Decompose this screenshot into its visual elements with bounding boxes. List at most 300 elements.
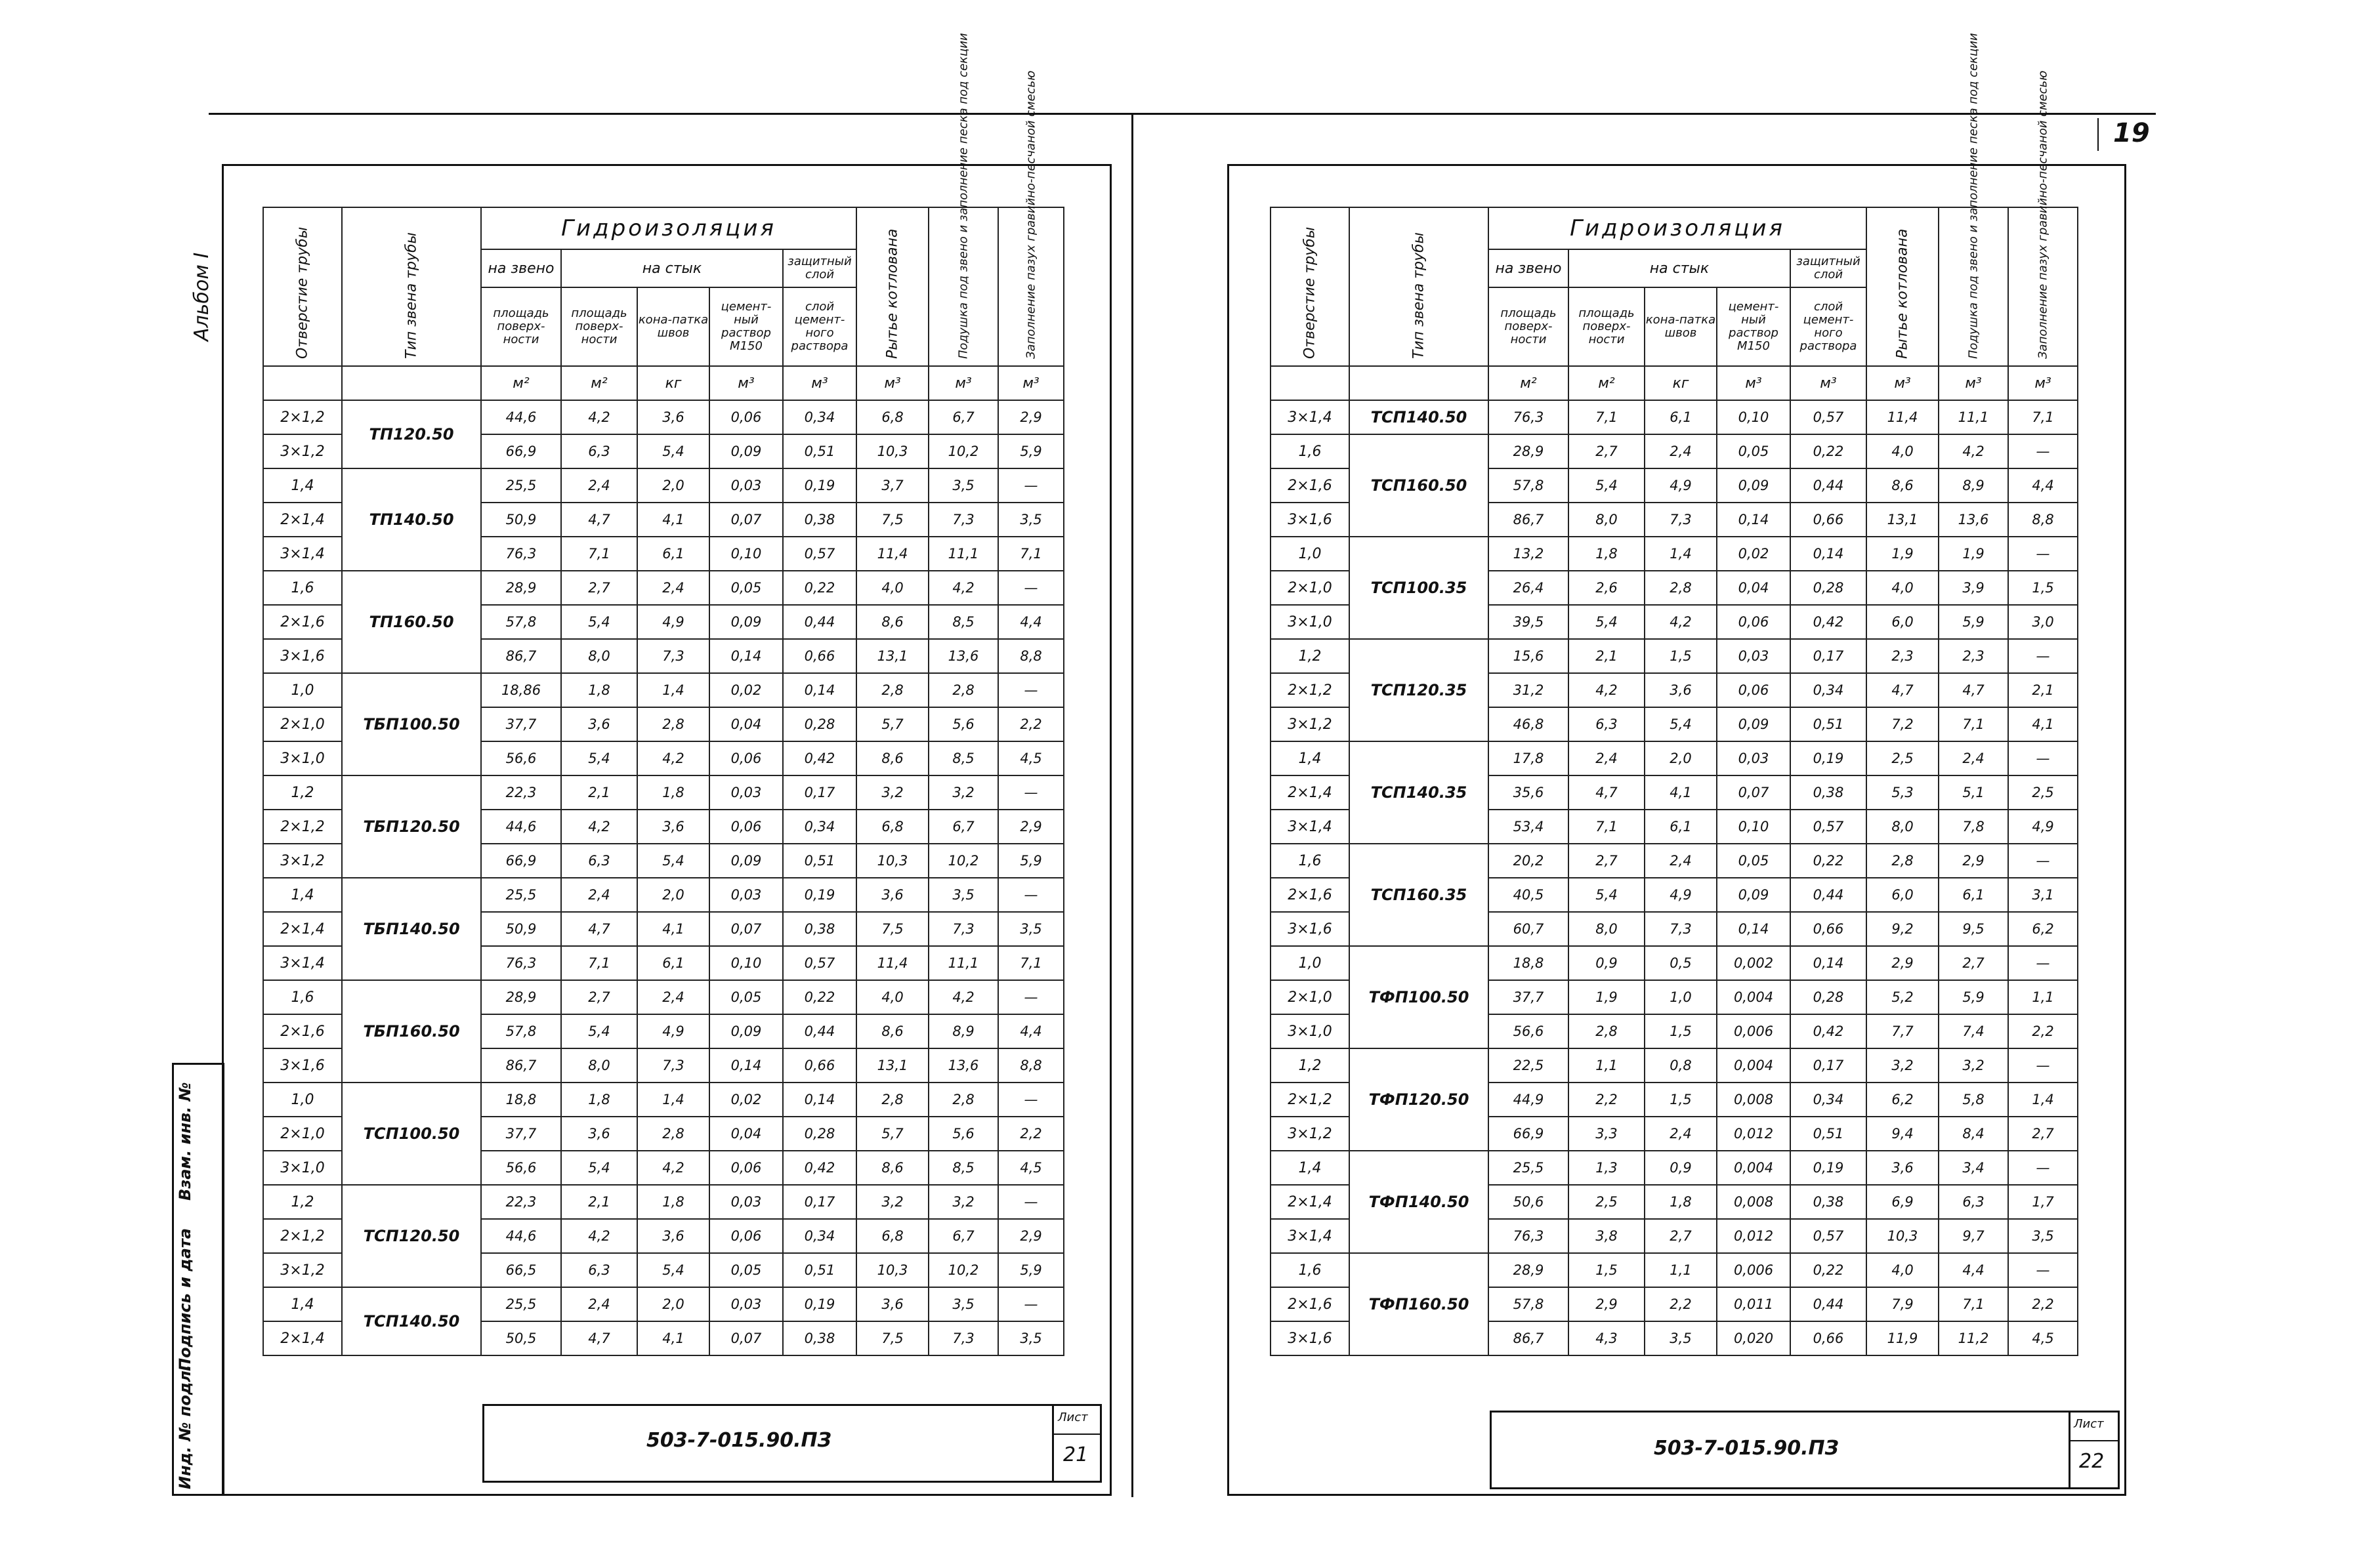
opening-cell: 3×1,6 bbox=[263, 1048, 342, 1083]
value-cell: 0,06 bbox=[1717, 673, 1790, 707]
table-row bbox=[263, 878, 1064, 912]
right-sheet-label: Лист bbox=[2074, 1417, 2104, 1431]
value-cell: 8,8 bbox=[2008, 503, 2078, 537]
opening-cell: 1,6 bbox=[1271, 844, 1349, 878]
value-cell: 8,8 bbox=[998, 1048, 1064, 1083]
value-cell: 4,2 bbox=[1568, 673, 1645, 707]
value-cell: 0,66 bbox=[783, 1048, 856, 1083]
value-cell: 4,2 bbox=[929, 980, 998, 1014]
header-joint: на стык bbox=[561, 249, 783, 287]
value-cell: 0,07 bbox=[709, 912, 783, 946]
value-cell: 0,19 bbox=[1790, 741, 1866, 775]
value-cell: 6,0 bbox=[1866, 878, 1939, 912]
value-cell: 2,3 bbox=[1866, 639, 1939, 673]
value-cell: 0,57 bbox=[783, 537, 856, 571]
value-cell: 8,6 bbox=[856, 741, 929, 775]
opening-cell: 2×1,6 bbox=[263, 605, 342, 639]
opening-cell: 3×1,6 bbox=[263, 639, 342, 673]
value-cell: 6,7 bbox=[929, 1219, 998, 1253]
value-cell: 0,22 bbox=[1790, 1253, 1866, 1287]
value-cell: 7,2 bbox=[1866, 707, 1939, 741]
value-cell: 6,7 bbox=[929, 400, 998, 434]
value-cell: 3,5 bbox=[998, 1321, 1064, 1355]
value-cell: 0,14 bbox=[783, 1083, 856, 1117]
value-cell: 7,3 bbox=[929, 912, 998, 946]
value-cell: 4,0 bbox=[1866, 1253, 1939, 1287]
value-cell: 4,5 bbox=[998, 1151, 1064, 1185]
value-cell: 2,4 bbox=[1645, 844, 1717, 878]
value-cell: 2,1 bbox=[1568, 639, 1645, 673]
value-cell: 44,6 bbox=[481, 810, 561, 844]
link-type-cell: ТСП120.35 bbox=[1349, 639, 1488, 741]
value-cell: 8,0 bbox=[1568, 503, 1645, 537]
value-cell: 4,3 bbox=[1568, 1321, 1645, 1355]
header-area: площадь поверх-ности bbox=[1488, 287, 1568, 366]
header-protective: защитный слой bbox=[783, 249, 856, 287]
value-cell: 2,9 bbox=[1866, 946, 1939, 980]
value-cell: 15,6 bbox=[1488, 639, 1568, 673]
header-sand-bed: Подушка под звено и заполнение песка под секции bbox=[929, 207, 998, 366]
value-cell: 0,008 bbox=[1717, 1185, 1790, 1219]
opening-cell: 1,6 bbox=[263, 571, 342, 605]
value-cell: 4,0 bbox=[856, 980, 929, 1014]
right-sheet-number: 22 bbox=[2079, 1450, 2105, 1473]
header-fill: Заполнение пазух гравийно-песчаной смесью bbox=[2008, 207, 2078, 366]
value-cell: 56,6 bbox=[481, 1151, 561, 1185]
value-cell: 2,0 bbox=[637, 878, 709, 912]
value-cell: 3,2 bbox=[1866, 1048, 1939, 1083]
value-cell: 20,2 bbox=[1488, 844, 1568, 878]
unit-cell: м³ bbox=[783, 366, 856, 400]
link-type-cell: ТСП120.50 bbox=[342, 1185, 481, 1287]
value-cell: 5,4 bbox=[561, 741, 637, 775]
link-type-cell: ТФП100.50 bbox=[1349, 946, 1488, 1048]
opening-cell: 1,2 bbox=[1271, 639, 1349, 673]
value-cell: 40,5 bbox=[1488, 878, 1568, 912]
value-cell: 1,5 bbox=[1645, 639, 1717, 673]
unit-cell: м² bbox=[481, 366, 561, 400]
value-cell: 0,06 bbox=[709, 1151, 783, 1185]
table-row bbox=[263, 1083, 1064, 1117]
value-cell: 2,7 bbox=[1645, 1219, 1717, 1253]
table-row bbox=[1271, 844, 2078, 878]
value-cell: 2,2 bbox=[2008, 1287, 2078, 1321]
value-cell: 2,4 bbox=[637, 571, 709, 605]
value-cell: 3,8 bbox=[1568, 1219, 1645, 1253]
value-cell: 0,28 bbox=[783, 1117, 856, 1151]
value-cell: 0,02 bbox=[1717, 537, 1790, 571]
opening-cell: 3×1,6 bbox=[1271, 912, 1349, 946]
value-cell: 6,3 bbox=[1568, 707, 1645, 741]
value-cell: 0,19 bbox=[783, 878, 856, 912]
table-row bbox=[1271, 639, 2078, 673]
value-cell: 25,5 bbox=[481, 468, 561, 503]
value-cell: 7,1 bbox=[1568, 810, 1645, 844]
table-row bbox=[263, 1185, 1064, 1219]
value-cell: 7,5 bbox=[856, 1321, 929, 1355]
value-cell: 5,4 bbox=[637, 844, 709, 878]
value-cell: 4,2 bbox=[637, 741, 709, 775]
link-type-cell: ТП140.50 bbox=[342, 468, 481, 571]
value-cell: 2,7 bbox=[561, 571, 637, 605]
link-type-cell: ТБП100.50 bbox=[342, 673, 481, 775]
value-cell: 10,2 bbox=[929, 844, 998, 878]
value-cell: 0,09 bbox=[709, 434, 783, 468]
value-cell: 5,4 bbox=[637, 434, 709, 468]
opening-cell: 2×1,4 bbox=[1271, 1185, 1349, 1219]
header-waterproofing: Гидроизоляция bbox=[481, 207, 856, 249]
value-cell: 0,42 bbox=[783, 1151, 856, 1185]
value-cell: 86,7 bbox=[481, 1048, 561, 1083]
value-cell: 3,6 bbox=[856, 878, 929, 912]
header-on-link: на звено bbox=[1488, 249, 1568, 287]
value-cell: 5,4 bbox=[1645, 707, 1717, 741]
value-cell: 5,4 bbox=[1568, 605, 1645, 639]
link-type-cell: ТСП140.50 bbox=[1349, 400, 1488, 434]
value-cell: 0,011 bbox=[1717, 1287, 1790, 1321]
value-cell: 0,38 bbox=[1790, 775, 1866, 810]
value-cell: 3,0 bbox=[2008, 605, 2078, 639]
value-cell: 4,4 bbox=[998, 1014, 1064, 1048]
value-cell: 37,7 bbox=[1488, 980, 1568, 1014]
value-cell: 3,5 bbox=[929, 468, 998, 503]
value-cell: 0,42 bbox=[783, 741, 856, 775]
value-cell: 13,6 bbox=[929, 639, 998, 673]
value-cell: 0,05 bbox=[709, 571, 783, 605]
unit-cell: м³ bbox=[856, 366, 929, 400]
value-cell: 10,3 bbox=[1866, 1219, 1939, 1253]
opening-cell: 1,0 bbox=[263, 1083, 342, 1117]
value-cell: 0,05 bbox=[709, 1253, 783, 1287]
value-cell: — bbox=[2008, 946, 2078, 980]
value-cell: 86,7 bbox=[1488, 503, 1568, 537]
value-cell: 13,6 bbox=[1939, 503, 2008, 537]
unit-cell: м³ bbox=[709, 366, 783, 400]
value-cell: 10,3 bbox=[856, 1253, 929, 1287]
value-cell: 11,4 bbox=[1866, 400, 1939, 434]
opening-cell: 1,2 bbox=[263, 775, 342, 810]
value-cell: 3,6 bbox=[561, 1117, 637, 1151]
header-cement-layer: слой цемент-ного раствора bbox=[1790, 287, 1866, 366]
opening-cell: 2×1,6 bbox=[1271, 1287, 1349, 1321]
value-cell: 56,6 bbox=[1488, 1014, 1568, 1048]
opening-cell: 2×1,6 bbox=[1271, 468, 1349, 503]
value-cell: 76,3 bbox=[1488, 400, 1568, 434]
value-cell: 0,14 bbox=[709, 1048, 783, 1083]
value-cell: 7,3 bbox=[1645, 503, 1717, 537]
value-cell: 0,07 bbox=[1717, 775, 1790, 810]
value-cell: 0,04 bbox=[709, 707, 783, 741]
opening-cell: 2×1,6 bbox=[263, 1014, 342, 1048]
value-cell: 2,4 bbox=[561, 468, 637, 503]
value-cell: 0,42 bbox=[1790, 1014, 1866, 1048]
link-type-cell: ТП120.50 bbox=[342, 400, 481, 468]
value-cell: 6,2 bbox=[2008, 912, 2078, 946]
value-cell: 86,7 bbox=[481, 639, 561, 673]
value-cell: 50,6 bbox=[1488, 1185, 1568, 1219]
header-mortar: цемент-ный раствор М150 bbox=[1717, 287, 1790, 366]
value-cell: 66,9 bbox=[1488, 1117, 1568, 1151]
value-cell: 2,7 bbox=[1568, 434, 1645, 468]
value-cell: 2,4 bbox=[561, 1287, 637, 1321]
value-cell: 2,5 bbox=[1866, 741, 1939, 775]
value-cell: 7,3 bbox=[929, 1321, 998, 1355]
header-excavation: Рытье котлована bbox=[1866, 207, 1939, 366]
value-cell: 8,6 bbox=[1866, 468, 1939, 503]
opening-cell: 3×1,0 bbox=[1271, 1014, 1349, 1048]
opening-cell: 2×1,2 bbox=[1271, 673, 1349, 707]
opening-cell: 3×1,2 bbox=[1271, 1117, 1349, 1151]
value-cell: 57,8 bbox=[481, 1014, 561, 1048]
value-cell: 0,04 bbox=[1717, 571, 1790, 605]
value-cell: 3,5 bbox=[998, 503, 1064, 537]
left-table bbox=[263, 33, 1064, 1356]
value-cell: 0,09 bbox=[1717, 468, 1790, 503]
value-cell: 2,2 bbox=[998, 707, 1064, 741]
opening-cell: 1,4 bbox=[1271, 1151, 1349, 1185]
unit-cell: м² bbox=[561, 366, 637, 400]
value-cell: 56,6 bbox=[481, 741, 561, 775]
value-cell: 5,4 bbox=[1568, 468, 1645, 503]
value-cell: 1,4 bbox=[2008, 1083, 2078, 1117]
value-cell: 1,7 bbox=[2008, 1185, 2078, 1219]
value-cell: 3,6 bbox=[1866, 1151, 1939, 1185]
value-cell: 4,4 bbox=[998, 605, 1064, 639]
opening-cell: 3×1,4 bbox=[1271, 810, 1349, 844]
value-cell: 0,14 bbox=[1717, 503, 1790, 537]
table-row bbox=[263, 673, 1064, 707]
value-cell: 5,8 bbox=[1939, 1083, 2008, 1117]
value-cell: 0,51 bbox=[1790, 1117, 1866, 1151]
value-cell: 2,4 bbox=[1645, 434, 1717, 468]
value-cell: 0,006 bbox=[1717, 1253, 1790, 1287]
value-cell: 4,7 bbox=[561, 1321, 637, 1355]
link-type-cell: ТФП160.50 bbox=[1349, 1253, 1488, 1355]
value-cell: 4,0 bbox=[856, 571, 929, 605]
value-cell: 3,6 bbox=[561, 707, 637, 741]
value-cell: 0,10 bbox=[1717, 810, 1790, 844]
value-cell: — bbox=[998, 980, 1064, 1014]
value-cell: 6,1 bbox=[1939, 878, 2008, 912]
value-cell: 8,0 bbox=[1866, 810, 1939, 844]
value-cell: 0,004 bbox=[1717, 1151, 1790, 1185]
value-cell: 0,17 bbox=[1790, 639, 1866, 673]
table-row bbox=[263, 775, 1064, 810]
value-cell: 0,44 bbox=[783, 605, 856, 639]
value-cell: 0,03 bbox=[1717, 741, 1790, 775]
spine-line bbox=[1131, 113, 1133, 1497]
table-row bbox=[263, 980, 1064, 1014]
value-cell: 66,9 bbox=[481, 844, 561, 878]
opening-cell: 3×1,6 bbox=[1271, 503, 1349, 537]
value-cell: 7,3 bbox=[637, 639, 709, 673]
unit-cell: м² bbox=[1488, 366, 1568, 400]
value-cell: 5,7 bbox=[856, 1117, 929, 1151]
value-cell: 4,2 bbox=[637, 1151, 709, 1185]
value-cell: 35,6 bbox=[1488, 775, 1568, 810]
link-type-cell: ТБП160.50 bbox=[342, 980, 481, 1083]
side-label-replacement: Взам. инв. № bbox=[176, 1082, 194, 1201]
value-cell: 1,1 bbox=[1645, 1253, 1717, 1287]
value-cell: 18,8 bbox=[481, 1083, 561, 1117]
opening-cell: 3×1,4 bbox=[263, 946, 342, 980]
value-cell: 4,9 bbox=[1645, 878, 1717, 912]
value-cell: 0,9 bbox=[1645, 1151, 1717, 1185]
value-cell: 2,7 bbox=[1568, 844, 1645, 878]
value-cell: 2,8 bbox=[1866, 844, 1939, 878]
value-cell: 0,02 bbox=[709, 673, 783, 707]
value-cell: 0,66 bbox=[1790, 1321, 1866, 1355]
value-cell: 3,2 bbox=[1939, 1048, 2008, 1083]
link-type-cell: ТП160.50 bbox=[342, 571, 481, 673]
opening-cell: 2×1,2 bbox=[1271, 1083, 1349, 1117]
value-cell: 0,19 bbox=[1790, 1151, 1866, 1185]
value-cell: 7,1 bbox=[998, 946, 1064, 980]
value-cell: 4,7 bbox=[1866, 673, 1939, 707]
header-fill: Заполнение пазух гравийно-песчаной смесью bbox=[998, 207, 1064, 366]
value-cell: 76,3 bbox=[1488, 1219, 1568, 1253]
value-cell: 10,3 bbox=[856, 434, 929, 468]
value-cell: 37,7 bbox=[481, 1117, 561, 1151]
link-type-cell: ТСП100.35 bbox=[1349, 537, 1488, 639]
value-cell: 2,4 bbox=[637, 980, 709, 1014]
value-cell: 1,8 bbox=[561, 1083, 637, 1117]
value-cell: 25,5 bbox=[1488, 1151, 1568, 1185]
value-cell: 5,1 bbox=[1939, 775, 2008, 810]
value-cell: 0,09 bbox=[709, 605, 783, 639]
value-cell: 0,5 bbox=[1645, 946, 1717, 980]
value-cell: 0,28 bbox=[783, 707, 856, 741]
value-cell: 22,3 bbox=[481, 775, 561, 810]
value-cell: 0,06 bbox=[1717, 605, 1790, 639]
link-type-cell: ТСП140.50 bbox=[342, 1287, 481, 1355]
value-cell: 0,14 bbox=[1717, 912, 1790, 946]
value-cell: 57,8 bbox=[481, 605, 561, 639]
value-cell: 2,9 bbox=[998, 1219, 1064, 1253]
value-cell: 6,1 bbox=[637, 946, 709, 980]
page-number-tick bbox=[2097, 118, 2099, 151]
value-cell: 50,9 bbox=[481, 503, 561, 537]
table-row bbox=[263, 1287, 1064, 1321]
opening-cell: 2×1,2 bbox=[263, 810, 342, 844]
value-cell: 0,44 bbox=[1790, 878, 1866, 912]
value-cell: 0,06 bbox=[709, 1219, 783, 1253]
value-cell: 6,8 bbox=[856, 1219, 929, 1253]
value-cell: 2,9 bbox=[998, 400, 1064, 434]
value-cell: 25,5 bbox=[481, 878, 561, 912]
value-cell: 11,4 bbox=[856, 946, 929, 980]
value-cell: 2,8 bbox=[1645, 571, 1717, 605]
value-cell: 6,1 bbox=[1645, 810, 1717, 844]
value-cell: 9,7 bbox=[1939, 1219, 2008, 1253]
value-cell: 5,9 bbox=[998, 844, 1064, 878]
value-cell: — bbox=[998, 775, 1064, 810]
value-cell: — bbox=[2008, 1253, 2078, 1287]
value-cell: 0,57 bbox=[783, 946, 856, 980]
value-cell: 11,1 bbox=[929, 946, 998, 980]
link-type-cell: ТБП140.50 bbox=[342, 878, 481, 980]
header-protective: защитный слой bbox=[1790, 249, 1866, 287]
value-cell: 8,5 bbox=[929, 605, 998, 639]
value-cell: 1,1 bbox=[1568, 1048, 1645, 1083]
value-cell: 1,8 bbox=[637, 775, 709, 810]
value-cell: — bbox=[2008, 537, 2078, 571]
opening-cell: 2×1,4 bbox=[263, 503, 342, 537]
value-cell: 4,1 bbox=[637, 912, 709, 946]
value-cell: 2,9 bbox=[1568, 1287, 1645, 1321]
value-cell: 1,9 bbox=[1939, 537, 2008, 571]
header-caulk: кона-патка швов bbox=[637, 287, 709, 366]
value-cell: 2,7 bbox=[561, 980, 637, 1014]
value-cell: 7,8 bbox=[1939, 810, 2008, 844]
top-rule-left bbox=[209, 113, 1132, 115]
value-cell: 8,6 bbox=[856, 1014, 929, 1048]
link-type-cell: ТФП140.50 bbox=[1349, 1151, 1488, 1253]
value-cell: 3,2 bbox=[929, 1185, 998, 1219]
value-cell: 0,42 bbox=[1790, 605, 1866, 639]
value-cell: — bbox=[2008, 741, 2078, 775]
value-cell: 1,8 bbox=[561, 673, 637, 707]
value-cell: 22,3 bbox=[481, 1185, 561, 1219]
value-cell: 1,8 bbox=[1568, 537, 1645, 571]
value-cell: 13,2 bbox=[1488, 537, 1568, 571]
unit-cell: м² bbox=[1568, 366, 1645, 400]
value-cell: 4,9 bbox=[637, 1014, 709, 1048]
value-cell: 4,2 bbox=[1939, 434, 2008, 468]
value-cell: 13,1 bbox=[856, 1048, 929, 1083]
value-cell: 3,6 bbox=[637, 810, 709, 844]
value-cell: 1,5 bbox=[1568, 1253, 1645, 1287]
value-cell: 1,1 bbox=[2008, 980, 2078, 1014]
opening-cell: 3×1,0 bbox=[1271, 605, 1349, 639]
value-cell: 0,28 bbox=[1790, 571, 1866, 605]
link-type-cell: ТСП140.35 bbox=[1349, 741, 1488, 844]
value-cell: 22,5 bbox=[1488, 1048, 1568, 1083]
value-cell: 3,9 bbox=[1939, 571, 2008, 605]
value-cell: 4,2 bbox=[561, 1219, 637, 1253]
value-cell: — bbox=[998, 878, 1064, 912]
value-cell: 0,19 bbox=[783, 468, 856, 503]
value-cell: 0,012 bbox=[1717, 1117, 1790, 1151]
value-cell: — bbox=[998, 1185, 1064, 1219]
opening-cell: 1,4 bbox=[1271, 741, 1349, 775]
value-cell: 4,4 bbox=[2008, 468, 2078, 503]
value-cell: 5,4 bbox=[637, 1253, 709, 1287]
value-cell: 3,5 bbox=[929, 878, 998, 912]
header-area-joint: площадь поверх-ности bbox=[561, 287, 637, 366]
table-row bbox=[1271, 434, 2078, 468]
value-cell: 66,9 bbox=[481, 434, 561, 468]
value-cell: 2,2 bbox=[998, 1117, 1064, 1151]
value-cell: 5,6 bbox=[929, 707, 998, 741]
table-row bbox=[1271, 1253, 2078, 1287]
header-area: площадь поверх-ности bbox=[481, 287, 561, 366]
value-cell: 4,5 bbox=[998, 741, 1064, 775]
value-cell: 5,4 bbox=[561, 605, 637, 639]
header-excavation: Рытье котлована bbox=[856, 207, 929, 366]
value-cell: 0,34 bbox=[783, 810, 856, 844]
link-type-cell: ТСП160.50 bbox=[1349, 434, 1488, 537]
opening-cell: 3×1,4 bbox=[263, 537, 342, 571]
value-cell: 7,1 bbox=[1568, 400, 1645, 434]
value-cell: 8,0 bbox=[561, 639, 637, 673]
value-cell: — bbox=[998, 673, 1064, 707]
header-type: Тип звена трубы bbox=[1349, 207, 1488, 366]
link-type-cell: ТБП120.50 bbox=[342, 775, 481, 878]
value-cell: 8,8 bbox=[998, 639, 1064, 673]
value-cell: 3,5 bbox=[1645, 1321, 1717, 1355]
value-cell: 5,9 bbox=[1939, 980, 2008, 1014]
